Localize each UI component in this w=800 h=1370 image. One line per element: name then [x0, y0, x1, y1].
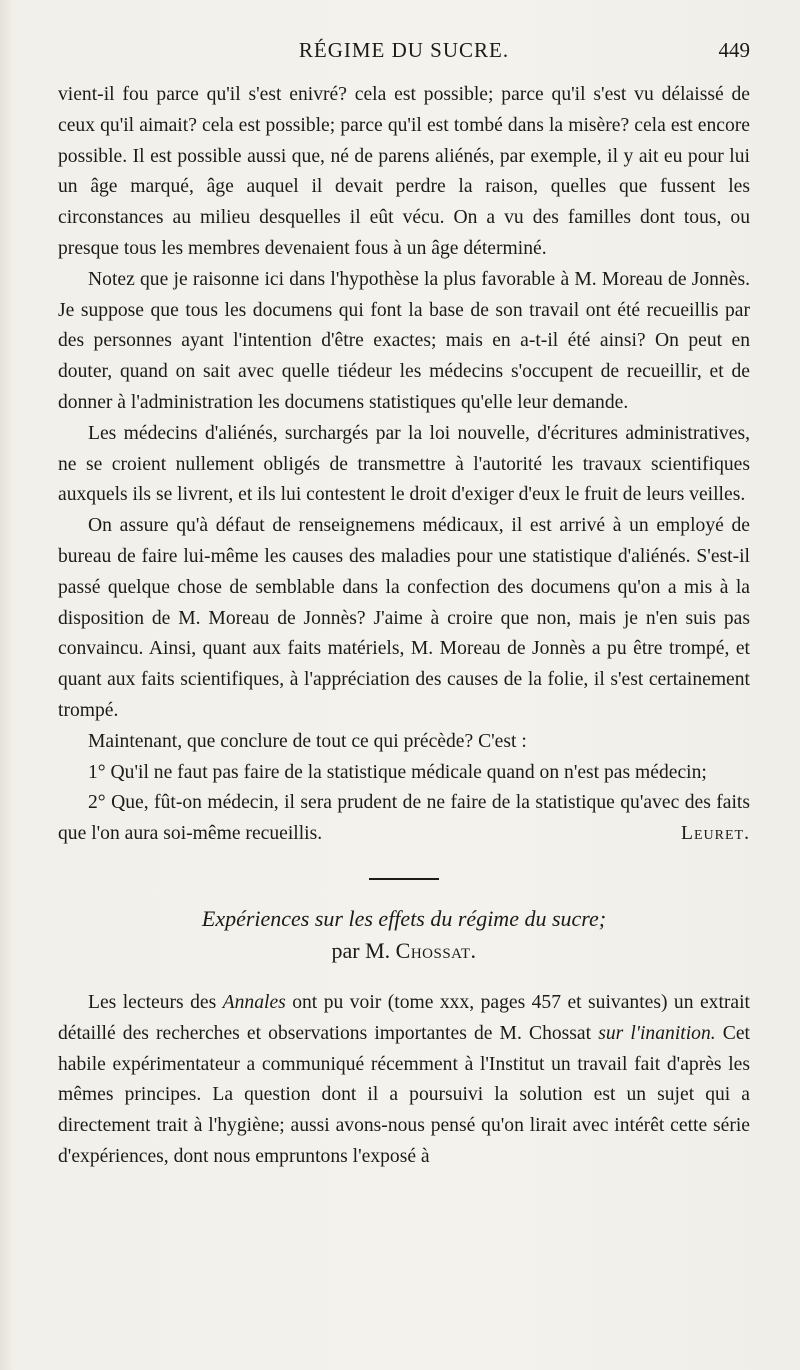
- running-title: RÉGIME DU SUCRE.: [298, 38, 510, 62]
- intro-part-b: ont pu voir (tome xxx, pages 457 et suivantes) un extrait détaillé des recherches et observations importantes de M. Chossat: [58, 991, 750, 1044]
- running-head: [58, 38, 750, 68]
- author-signature: Leuret.: [681, 823, 750, 845]
- paragraph-4: On assure qu'à défaut de renseignemens médicaux, il est arrivé à un employé de bureau de faire lui-même les causes des maladies pour une statistique d'aliénés. S'est-il passé quelque chose de semblable dans la confection des documens qu'on a mis à la disposition de M. Moreau de Jonnès? J'aime à croire que non, mais je n'en suis pas convaincu. Ainsi, quant aux faits matériels, M. Moreau de Jonnès a pu être trompé, et quant aux faits scientifiques, à l'appréciation des causes de la folie, il s'est certainement trompé.: [58, 515, 750, 721]
- journal-name: Annales: [222, 991, 286, 1013]
- article-title: Expériences sur les effets du régime du sucre;: [201, 905, 607, 931]
- conclusion-item-2: [58, 788, 750, 850]
- article-intro: [58, 988, 750, 1173]
- paragraph-3: Les médecins d'aliénés, surchargés par la loi nouvelle, d'écritures administratives, ne se croient nullement obligés de transmettre à l'autorité les travaux scientifiques auxquels ils se livrent, et ils lui contestent le droit d'exiger d'eux le fruit de leurs veilles.: [58, 422, 750, 506]
- article-author: Chossat.: [395, 937, 477, 963]
- byline-prefix: par M.: [331, 937, 391, 963]
- work-title: sur l'inanition.: [598, 1022, 716, 1044]
- paragraph-5: Maintenant, que conclure de tout ce qui précède? C'est :: [88, 730, 527, 752]
- paragraph-2: Notez que je raisonne ici dans l'hypothèse la plus favorable à M. Moreau de Jonnès. Je suppose que tous les documens qui font la base de son travail ont été recueillis par des personnes ayant l'intention d'être exactes; mais en a-t-il été ainsi? On peut en douter, quand on sait avec quelle tiédeur les médecins s'occupent de recueillir, et de donner à l'administration les documens statistiques qu'elle leur demande.: [58, 268, 750, 413]
- article-byline: [58, 934, 750, 968]
- conclusion-item-1: 1° Qu'il ne faut pas faire de la statistique médicale quand on n'est pas médecin;: [88, 761, 707, 783]
- paragraph-1: vient-il fou parce qu'il s'est enivré? cela est possible; parce qu'il s'est vu délaissé de ceux qu'il aimait? cela est possible; parce qu'il est tombé dans la misère? cela est encore possible. Il est possible aussi que, né de parens aliénés, par exemple, il y ait eu pour lui un âge marqué, âge auquel il devait perdre la raison, quelles que fussent les circonstances au milieu desquelles il eût vécu. On a vu des familles dont tous, ou presque tous les membres devenaient fous à un âge déterminé.: [58, 84, 750, 259]
- section-divider: [369, 878, 439, 880]
- conclusion-item-2-text: 2° Que, fût-on médecin, il sera prudent de ne faire de la statistique qu'avec des faits que l'on aura soi-même recueillis.: [58, 792, 750, 845]
- intro-part-c: Cet habile expérimentateur a communiqué récemment à l'Institut un travail fait d'après les mêmes principes. La question dont il a poursuivi la solution est un sujet qui a directement trait à l'hygiène; aussi avons-nous pensé qu'on lirait avec intérêt cette série d'expériences, dont nous empruntons l'exposé à: [58, 1022, 750, 1167]
- intro-part-a: Les lecteurs des: [88, 991, 223, 1013]
- page-number: 449: [718, 38, 750, 62]
- page-body: [58, 80, 750, 1173]
